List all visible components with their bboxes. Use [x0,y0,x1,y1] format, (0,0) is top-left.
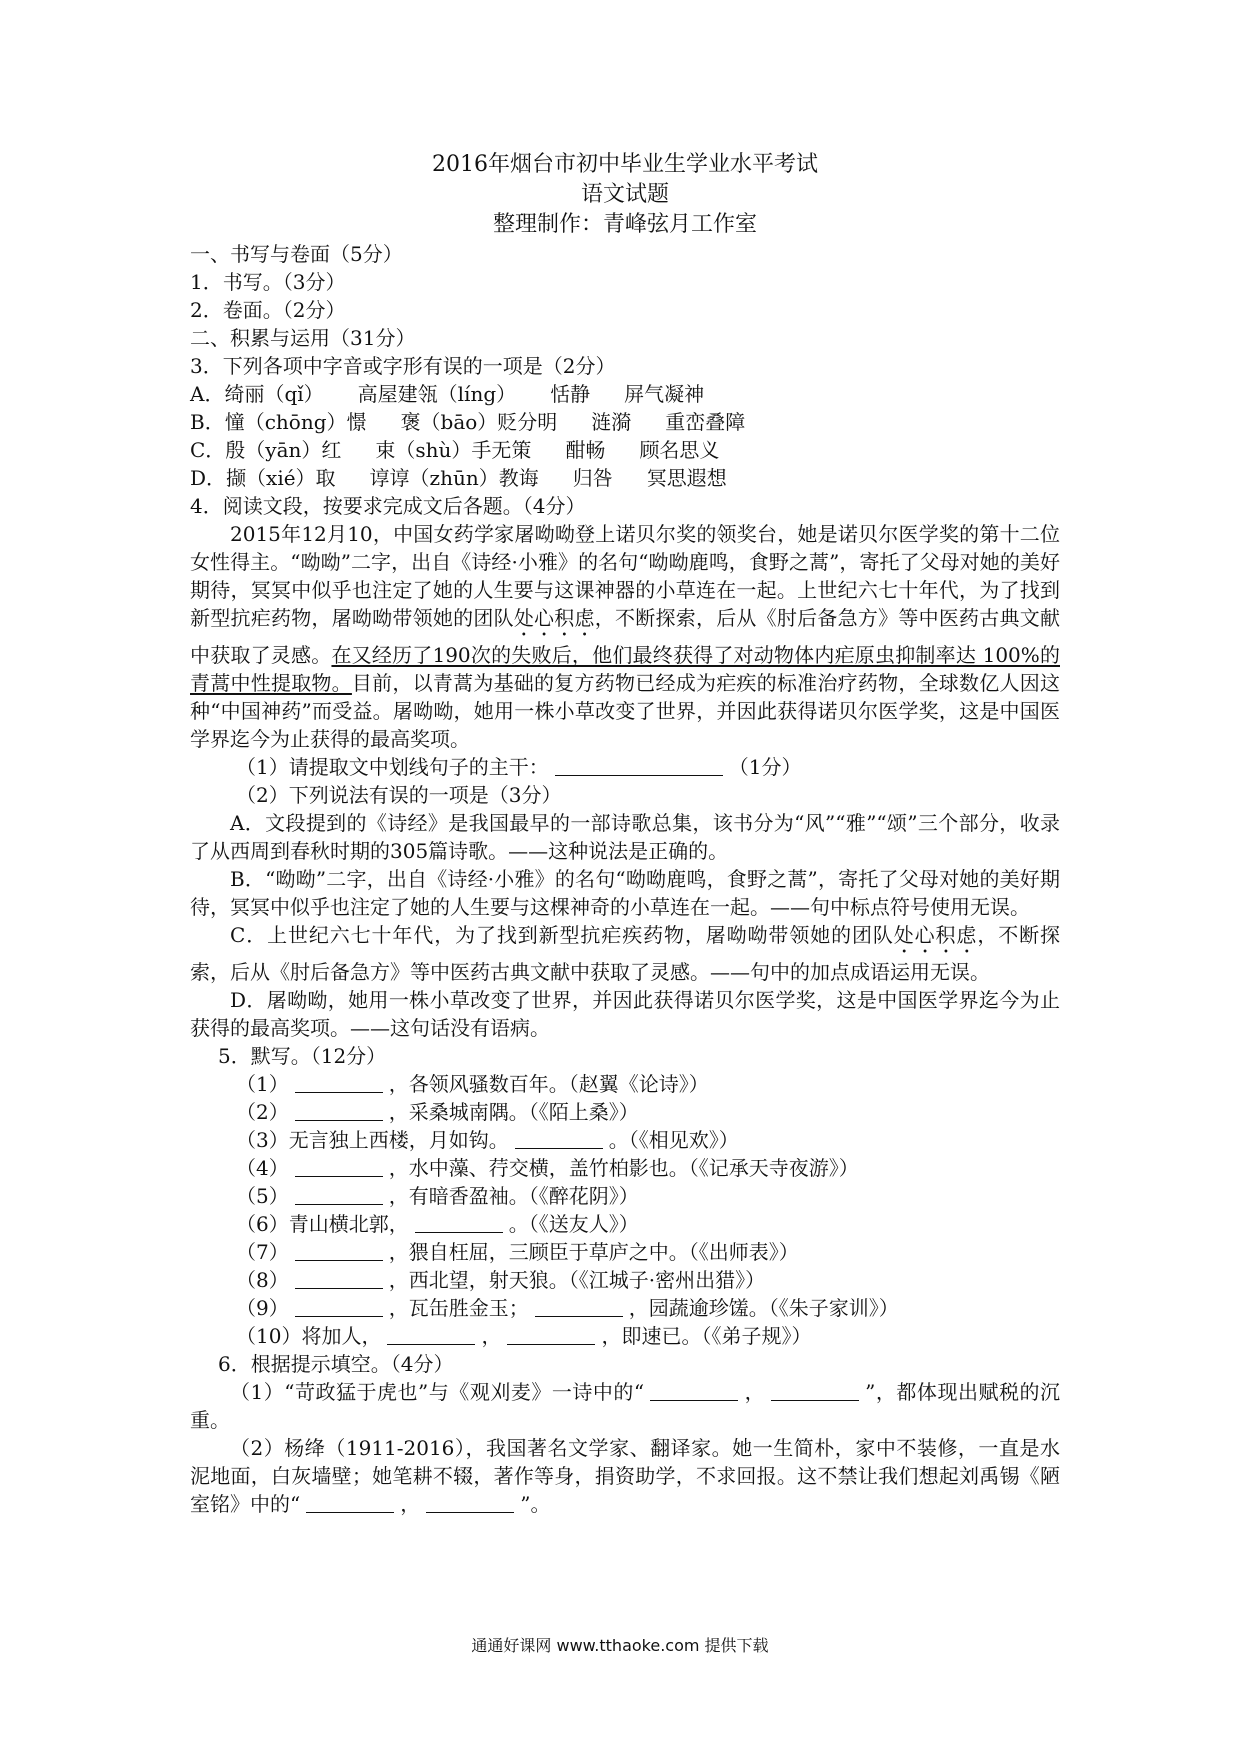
question-4-sub-1: （1）请提取文中划线句子的主干： （1分） [236,755,802,779]
question-4-sub-2: （2）下列说法有误的一项是（3分） [236,783,562,807]
dictation-line-4: （4） ，水中藻、荇交横，盖竹柏影也。（《记承天寺夜游》） [236,1156,859,1180]
question-4-passage: 2015年12月10，中国女药学家屠呦呦登上诺贝尔奖的领奖台，她是诺贝尔医学奖的第十二位女性得主。“呦呦”二字，出自《诗经·小雅》的名句“呦呦鹿鸣，食野之蒿”，寄托了父母对她的美好期待，冥冥中似乎也注定了她的人生要与这课神器的小草连在一起。上世纪六七十年代，为了找到新型抗疟药物，屠呦呦带领她的团队处心积虑，不断探索，后从《肘后备急方》等中医药古典文献中获取了灵感。在又经历了190次的失败后，他们最终获得了对动物体内疟原虫抑制率达 100%的青蒿中性提取物。目前，以青蒿为基础的复方药物已经成为疟疾的标准治疗药物，全球数亿人因这种“中国神药”而受益。屠呦呦，她用一株小草改变了世界，并因此获得诺贝尔医学奖，这是中国医学界迄今为止获得的最高奖项。 [190,522,1061,751]
answer-blank[interactable] [507,1326,595,1345]
answer-blank[interactable] [295,1074,383,1093]
answer-blank[interactable] [306,1494,394,1513]
dotted-idiom: 处心积虑 [893,923,978,947]
dictation-line-8: （8） ，西北望，射天狼。（《江城子·密州出猎》） [236,1268,766,1292]
answer-blank[interactable] [295,1242,383,1261]
answer-blank[interactable] [415,1214,503,1233]
question-4-option-a: A．文段提到的《诗经》是我国最早的一部诗歌总集，该书分为“风”“雅”“颂”三个部分，收录了从西周到春秋时期的305篇诗歌。——这种说法是正确的。 [190,811,1060,863]
exam-page [190,150,1060,1518]
answer-blank[interactable] [426,1494,514,1513]
question-3-option-b: B．憧（chōng）憬 褒（bāo）贬分明 涟漪 重峦叠障 [190,410,746,434]
question-2: 2．卷面。（2分） [190,298,346,322]
question-3-option-a: A．绮丽（qǐ） 高屋建瓴（líng） 恬静 屏气凝神 [190,382,705,406]
question-6-sub-2: （2）杨绛（1911-2016），我国著名文学家、翻译家。她一生简朴，家中不装修，一直是水泥地面，白灰墙壁；她笔耕不辍，著作等身，捐资助学，不求回报。这不禁让我们想起刘禹锡《陋室铭》中的“ ， ”。 [190,1436,1060,1516]
dictation-line-7: （7） ，猥自枉屈，三顾臣于草庐之中。（《出师表》） [236,1240,799,1264]
dictation-line-9: （9） ，瓦缶胜金玉； ，园蔬逾珍馐。（《朱子家训》） [236,1296,899,1320]
answer-blank[interactable] [295,1102,383,1121]
answer-blank[interactable] [771,1382,859,1401]
question-6-stem: 6．根据提示填空。（4分） [218,1352,454,1376]
answer-blank[interactable] [387,1326,475,1345]
exam-title: 2016年烟台市初中毕业生学业水平考试 [432,152,818,177]
exam-producer: 整理制作：青峰弦月工作室 [492,212,757,237]
question-5-stem: 5．默写。（12分） [218,1044,387,1068]
dictation-line-10: （10）将加人， ， ，即速已。（《弟子规》） [236,1324,812,1348]
answer-blank[interactable] [650,1382,738,1401]
answer-blank[interactable] [295,1298,383,1317]
question-6-sub-1: （1）“苛政猛于虎也”与《观刈麦》一诗中的“ ， ”，都体现出赋税的沉重。 [190,1380,1060,1432]
answer-blank[interactable] [295,1158,383,1177]
dictation-line-5: （5） ，有暗香盈袖。（《醉花阴》） [236,1184,639,1208]
section-1-heading: 一、书写与卷面（5分） [190,242,403,266]
question-1: 1．书写。（3分） [190,270,346,294]
answer-blank[interactable] [535,1298,623,1317]
section-2-heading: 二、积累与运用（31分） [190,326,416,350]
answer-blank[interactable] [295,1186,383,1205]
dictation-line-3: （3）无言独上西楼，月如钩。 。（《相见欢》） [236,1128,739,1152]
answer-blank[interactable] [555,757,723,776]
answer-blank[interactable] [515,1130,603,1149]
page-footer: 通通好课网 www.tthaoke.com 提供下载 [471,1636,769,1655]
dictation-line-1: （1） ，各领风骚数百年。（赵翼《论诗》） [236,1072,709,1096]
question-3-stem: 3．下列各项中字音或字形有误的一项是（2分） [190,354,616,378]
question-4-option-d: D．屠呦呦，她用一株小草改变了世界，并因此获得诺贝尔医学奖，这是中国医学界迄今为止获得的最高奖项。——这句话没有语病。 [190,988,1060,1040]
underlined-sentence: 在又经历了190次的失败后，他们最终获得了对动物体内疟原虫抑制率达 100%的青蒿中性提取物。 [190,643,1060,695]
question-4-stem: 4．阅读文段，按要求完成文后各题。（4分） [190,494,586,518]
exam-subtitle: 语文试题 [580,182,669,207]
question-4-option-b: B．“呦呦”二字，出自《诗经·小雅》的名句“呦呦鹿鸣，食野之蒿”，寄托了父母对她的美好期待，冥冥中似乎也注定了她的人生要与这棵神奇的小草连在一起。——句中标点符号使用无误。 [190,867,1060,919]
question-3-option-d: D．撷（xié）取 谆谆（zhūn）教诲 归咎 冥思遐想 [190,466,727,490]
dictation-line-6: （6）青山横北郭， 。（《送友人》） [236,1212,639,1236]
answer-blank[interactable] [295,1270,383,1289]
question-3-option-c: C．殷（yān）红 束（shù）手无策 酣畅 顾名思义 [190,438,720,462]
dictation-line-2: （2） ，采桑城南隅。（《陌上桑》） [236,1100,639,1124]
question-4-option-c: C．上世纪六七十年代，为了找到新型抗疟疾药物，屠呦呦带领她的团队处心积虑，不断探索，后从《肘后备急方》等中医药古典文献中获取了灵感。——句中的加点成语运用无误。 [190,923,1060,984]
dotted-idiom: 处心积虑 [513,606,595,630]
